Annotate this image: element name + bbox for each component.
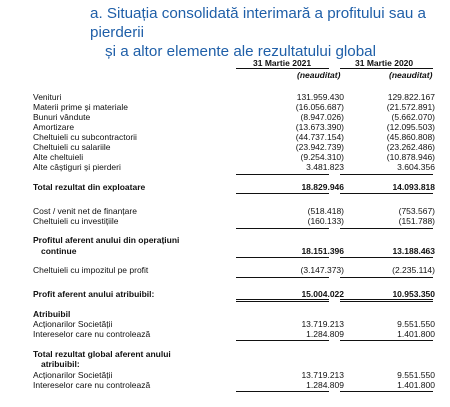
row-label: Acționarilor Societății: [33, 319, 113, 329]
row-label: Intereselor care nu controlează: [33, 380, 151, 390]
subtotal-rule-2: [340, 174, 433, 175]
row-label: Cheltuieli cu impozitul pe profit: [33, 265, 149, 275]
value-2021: (518.418): [307, 206, 344, 216]
value-2020: (2.235.114): [392, 265, 435, 275]
value-2020: 14.093.818: [392, 182, 435, 192]
total-rule-2: [340, 257, 433, 258]
row-label: Atribuibil: [33, 309, 71, 319]
value-2020: (23.262.486): [386, 142, 435, 152]
row-label: Venituri: [33, 92, 62, 102]
total-rule-1: [236, 193, 329, 194]
value-2021: 131.959.430: [296, 92, 344, 102]
value-2021: (13.673.390): [295, 122, 344, 132]
value-2021: 3.481.823: [306, 162, 344, 172]
row-label: Materii prime și materiale: [33, 102, 128, 112]
value-2020: (21.572.891): [386, 102, 435, 112]
value-2021: 15.004.022: [301, 289, 344, 299]
value-2021: 1.284.809: [306, 329, 344, 339]
column-subheader-2020: (neauditat): [389, 70, 433, 80]
subtotal-rule-2: [340, 228, 433, 229]
column-subheader-2021: (neauditat): [297, 70, 341, 80]
subtotal-rule-2: [340, 391, 433, 392]
subtotal-rule-1: [236, 174, 329, 175]
value-2020: 13.188.463: [392, 246, 435, 256]
value-2020: 9.551.550: [397, 319, 435, 329]
row-label: Alte cheltuieli: [33, 152, 84, 162]
subtotal-rule-2: [340, 340, 433, 341]
title-line-1: a. Situația consolidată interimară a profitului sau a pierderii: [90, 5, 427, 41]
double-rule-1: [236, 299, 329, 302]
row-label: Alte câștiguri și pierderi: [33, 162, 121, 172]
row-label-continuation: continue: [41, 246, 77, 256]
value-2020: 3.604.356: [397, 162, 435, 172]
row-label: Cheltuieli cu salariile: [33, 142, 111, 152]
row-label: Acționarilor Societății: [33, 370, 113, 380]
total-rule-1: [236, 257, 329, 258]
subtotal-rule-1: [236, 340, 329, 341]
row-label: Total rezultat global aferent anului: [33, 349, 171, 359]
total-rule-2: [340, 193, 433, 194]
value-2021: (160.133): [307, 216, 344, 226]
subtotal-rule-1: [236, 277, 329, 278]
value-2020: (10.878.946): [386, 152, 435, 162]
row-label: Bunuri vândute: [33, 112, 91, 122]
value-2020: 10.953.350: [392, 289, 435, 299]
row-label: Cheltuieli cu investițiile: [33, 216, 119, 226]
row-label: Total rezultat din exploatare: [33, 182, 146, 192]
column-header-2021: 31 Martie 2021: [253, 58, 312, 68]
subtotal-rule-1: [236, 228, 329, 229]
value-2021: 13.719.213: [301, 370, 344, 380]
value-2021: (9.254.310): [300, 152, 344, 162]
value-2020: (5.662.070): [391, 112, 435, 122]
value-2020: 9.551.550: [397, 370, 435, 380]
value-2021: (44.737.154): [295, 132, 344, 142]
row-label: Amortizare: [33, 122, 75, 132]
value-2021: 13.719.213: [301, 319, 344, 329]
value-2021: 18.829.946: [301, 182, 344, 192]
value-2020: (753.567): [398, 206, 435, 216]
double-rule-2: [340, 299, 433, 302]
value-2020: 129.822.167: [387, 92, 435, 102]
value-2021: 1.284.809: [306, 380, 344, 390]
value-2020: (45.860.808): [386, 132, 435, 142]
row-label: Cost / venit net de finanțare: [33, 206, 137, 216]
row-label: Cheltuieli cu subcontractorii: [33, 132, 137, 142]
value-2020: (151.788): [398, 216, 435, 226]
value-2021: 18.151.396: [301, 246, 344, 256]
value-2020: 1.401.800: [397, 380, 435, 390]
value-2020: (12.095.503): [386, 122, 435, 132]
row-label: Profit aferent anului atribuibil:: [33, 289, 155, 299]
title-line-2: și a altor elemente ale rezultatului global: [105, 43, 377, 60]
header-rule-2: [340, 68, 433, 69]
value-2021: (16.056.687): [295, 102, 344, 112]
column-header-2020: 31 Martie 2020: [355, 58, 414, 68]
page-title: [90, 4, 446, 61]
row-label: Intereselor care nu controlează: [33, 329, 151, 339]
value-2021: (23.942.739): [295, 142, 344, 152]
value-2020: 1.401.800: [397, 329, 435, 339]
row-label: Profitul aferent anului din operațiuni: [33, 235, 180, 245]
subtotal-rule-1: [236, 391, 329, 392]
header-rule-1: [236, 68, 329, 69]
value-2021: (3.147.373): [300, 265, 344, 275]
value-2021: (8.947.026): [300, 112, 344, 122]
row-label-continuation: atribuibil:: [41, 359, 80, 369]
subtotal-rule-2: [340, 277, 433, 278]
